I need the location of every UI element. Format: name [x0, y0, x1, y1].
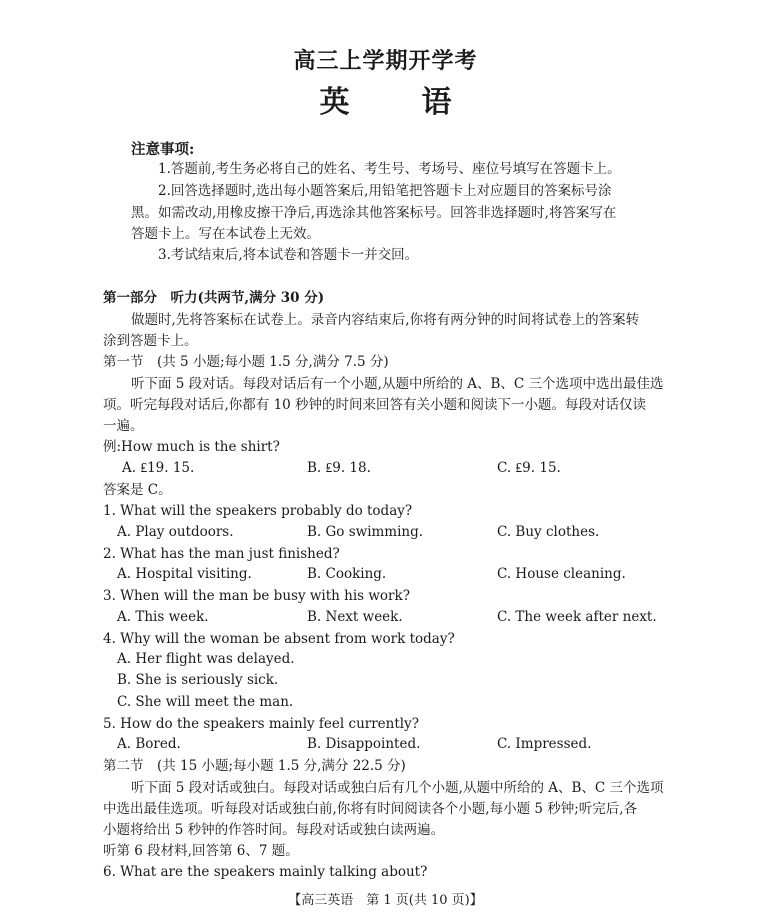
- q5-option-a: A. Bored.: [117, 736, 181, 752]
- example-option-b: B. ₤9. 18.: [307, 460, 371, 476]
- section2-intro-line-2: 中选出最佳选项。听每段对话或独白前,你将有时间阅读各个小题,每小题 5 秒钟;听完后,各: [103, 801, 638, 817]
- q4-option-a: A. Her flight was delayed.: [117, 651, 295, 667]
- material-6-instruction: 听第 6 段材料,回答第 6、7 题。: [103, 843, 299, 859]
- q5-option-c: C. Impressed.: [497, 736, 592, 752]
- example-option-a: A. ₤19. 15.: [122, 460, 195, 476]
- q4-option-b: B. She is seriously sick.: [117, 672, 279, 688]
- part1-intro-line-2: 涂到答题卡上。: [103, 333, 198, 349]
- section1-intro-line-1: 听下面 5 段对话。每段对话后有一个小题,从题中所给的 A、B、C 三个选项中选出最佳选: [131, 376, 664, 392]
- q5-option-b: B. Disappointed.: [307, 736, 421, 752]
- question-3: 3. When will the man be busy with his work?: [103, 588, 410, 604]
- subject-char-1: 英: [319, 85, 350, 120]
- q3-option-c: C. The week after next.: [497, 609, 657, 625]
- question-5: 5. How do the speakers mainly feel currently?: [103, 716, 419, 732]
- notice-heading: 注意事项:: [131, 141, 195, 158]
- q3-option-b: B. Next week.: [307, 609, 403, 625]
- part1-intro-line-1: 做题时,先将答案标在试卷上。录音内容结束后,你将有两分钟的时间将试卷上的答案转: [131, 312, 640, 328]
- subject-char-2: 语: [421, 85, 452, 120]
- page-title: 高三上学期开学考: [293, 48, 478, 74]
- question-1: 1. What will the speakers probably do today?: [103, 503, 413, 519]
- notice-item-2-line-1: 2.回答选择题时,选出每小题答案后,用铅笔把答题卡上对应题目的答案标号涂: [158, 183, 612, 199]
- section1-intro-line-2: 项。听完每段对话后,你都有 10 秒钟的时间来回答有关小题和阅读下一小题。每段对话仅读: [103, 397, 647, 413]
- section2-intro-line-1: 听下面 5 段对话或独白。每段对话或独白后有几个小题,从题中所给的 A、B、C 三个选项: [131, 780, 664, 796]
- q3-option-a: A. This week.: [117, 609, 209, 625]
- section1-heading: 第一节 (共 5 小题;每小题 1.5 分,满分 7.5 分): [103, 354, 389, 370]
- page-footer: 【高三英语 第 1 页(共 10 页)】: [288, 893, 483, 908]
- q1-option-b: B. Go swimming.: [307, 524, 424, 540]
- q2-option-c: C. House cleaning.: [497, 566, 626, 582]
- notice-item-2-line-3: 答题卡上。写在本试卷上无效。: [131, 226, 320, 242]
- q2-option-b: B. Cooking.: [307, 566, 387, 582]
- notice-item-3: 3.考试结束后,将本试卷和答题卡一并交回。: [158, 247, 419, 263]
- section1-intro-line-3: 一遍。: [103, 418, 144, 434]
- notice-item-2-line-2: 黑。如需改动,用橡皮擦干净后,再选涂其他答案标号。回答非选择题时,将答案写在: [131, 205, 617, 221]
- q1-option-c: C. Buy clothes.: [497, 524, 600, 540]
- q1-option-a: A. Play outdoors.: [117, 524, 234, 540]
- section2-heading: 第二节 (共 15 小题;每小题 1.5 分,满分 22.5 分): [103, 758, 406, 774]
- example-question: 例:How much is the shirt?: [103, 439, 280, 455]
- example-option-c: C. ₤9. 15.: [497, 460, 561, 476]
- notice-item-1: 1.答题前,考生务必将自己的姓名、考生号、考场号、座位号填写在答题卡上。: [158, 161, 621, 177]
- subject-title: [0, 77, 771, 121]
- q4-option-c: C. She will meet the man.: [117, 694, 294, 710]
- section2-intro-line-3: 小题将给出 5 秒钟的作答时间。每段对话或独白读两遍。: [103, 822, 445, 838]
- question-6: 6. What are the speakers mainly talking about?: [103, 864, 428, 880]
- q2-option-a: A. Hospital visiting.: [117, 566, 252, 582]
- question-4: 4. Why will the woman be absent from work today?: [103, 631, 455, 647]
- example-answer: 答案是 C。: [103, 482, 172, 498]
- part1-heading: 第一部分 听力(共两节,满分 30 分): [103, 290, 325, 306]
- question-2: 2. What has the man just finished?: [103, 546, 340, 562]
